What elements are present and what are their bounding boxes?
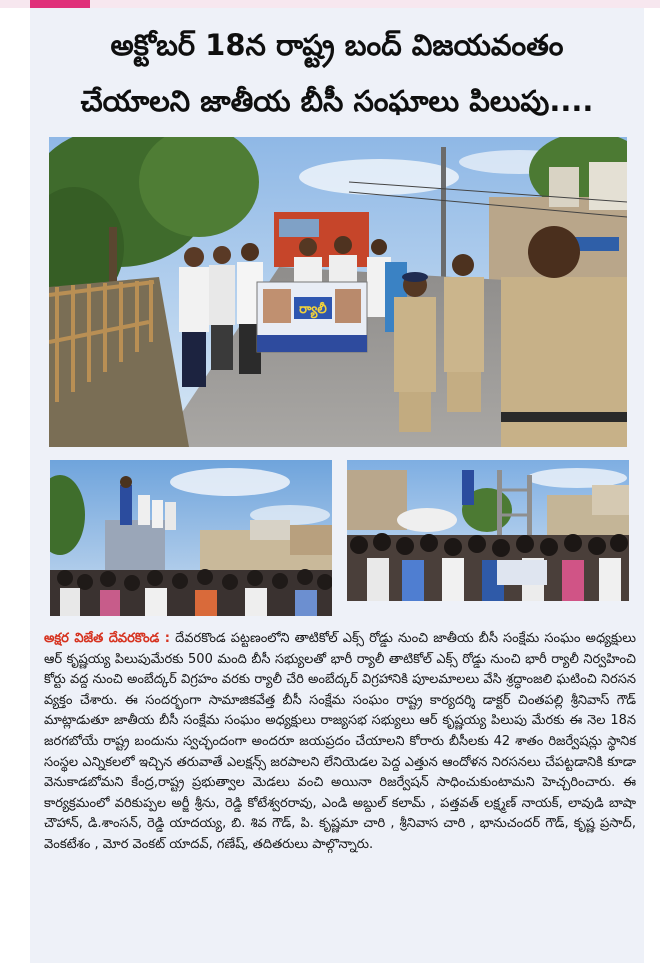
rally-photo-main-scene [49,137,627,447]
rally-photo-ambedkar-statue [50,460,332,616]
rally-photo-right-scene [347,460,629,601]
rally-photo-crowd [347,460,629,601]
headline-line-2: చేయాలని జాతీయ బీసీ సంఘాలు పిలుపు.... [80,84,594,118]
section-tab [30,0,90,8]
rally-photo-left-scene [50,460,332,616]
top-strip [0,0,660,8]
article-body [44,629,636,856]
article-byline: అక్షర విజేత దేవరకొండ : [44,631,170,646]
rally-photo-main [49,137,627,447]
headline-line-1: అక్టోబర్ 18న రాష్ట్ర బంద్ విజయవంతం [110,28,564,62]
banner-text: ర్యాలీ [299,302,327,317]
article-text: దేవరకొండ పట్టణంలోని తాటికోల్ ఎక్స్ రోడ్డు నుంచి జాతీయ బీసీ సంక్షేమ సంఘం అధ్యక్షులు ఆర్ కృష్ణయ్య పిలుపుమేరకు 500 మంది బీసీ సభ్యులతో భారీ ర్యాలీ తాటికోల్ ఎక్స్ రోడ్డు నుంచి భారీ ర్యాలీ నిర్వహించి కోర్టు వద్ద నుంచి అంబేద్కర్ విగ్రహం వరకు ర్యాలీ చేరి అంబేద్కర్ విగ్రహానికి పూలమాలలు వేసి శ్రద్ధాంజలి ఘటించి నిరసన వ్యక్తం చేశారు. ఈ సందర్భంగా సామాజికవేత్త బీసీ సంక్షేమ సంఘం రాష్ట్ర కార్యదర్శి డాక్టర్ చింతపల్లి శ్రీనివాస్ గౌడ్ మాట్లాడుతూ జాతీయ బీసీ సంక్షేమ సంఘం అధ్యక్షులు రాజ్యసభ సభ్యులు ఆర్ కృష్ణయ్య పిలుపు మేరకు ఈ నెల 18న జరగబోయే రాష్ట్ర బందును స్వచ్ఛందంగా అందరూ జయప్రదం చేయాలని కోరారు బీసీలకు 42 శాతం రిజర్వేషన్లు స్థానిక సంస్థల ఎన్నికలలో ఇచ్చిన తరువాతే ఎలక్షన్స్ జరపాలని లేనియెడల పెద్ద ఎత్తున ఆందోళన నిరసనలు చేపట్టడానికి కూడా వెనుకాడబోమని కేంద్ర,రాష్ట్ర ప్రభుత్వాల మెడలు వంచి అయినా రిజర్వేషన్ సాధించుకుంటామని హెచ్చరించారు. ఈ కార్యక్రమంలో వరికుప్పల అర్జీ శ్రీను, రెడ్డి కోటేశ్వరరావు, ఎండి అబ్దుల్ కలామ్ , పత్తవత్ లక్ష్మణ్ నాయక్, లావుడి బాషా చౌహాన్, డి.శాంసన్, రెడ్డి యాదయ్య, బి. శివ గౌడ్, పి. కృష్ణమా చారి , శ్రీనివాస చారి , భానుచందర్ గౌడ్, కృష్ణ ప్రసాద్, వెంకటేశం , మోర వెంకట్ యాదవ్, గణేష్, తదితరులు పాల్గొన్నారు. [44,631,636,852]
